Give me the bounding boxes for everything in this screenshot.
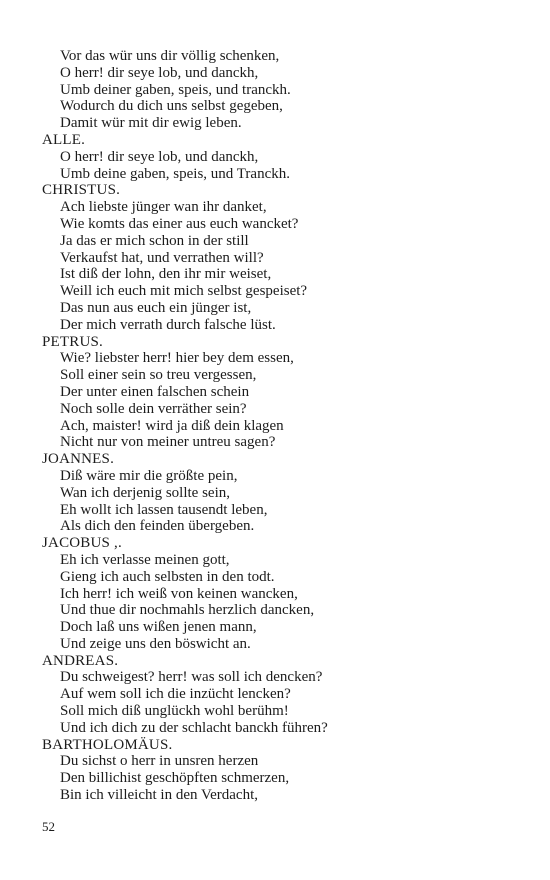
verse-line: Nicht nur von meiner untreu sagen? (60, 434, 276, 451)
verse-line: Diß wäre mir die größte pein, (60, 467, 238, 484)
verse-line: Ach liebste jünger wan ihr danket, (60, 199, 267, 216)
speaker-name: PETRUS. (42, 333, 103, 350)
verse-line: Den billichist geschöpften schmerzen, (60, 770, 290, 787)
verse-line: Und ich dich zu der schlacht banckh führen? (60, 719, 328, 736)
verse-line: Gieng ich auch selbsten in den todt. (60, 568, 275, 585)
verse-line: Und thue dir nochmahls herzlich dancken, (60, 602, 315, 619)
speaker-name: ANDREAS. (42, 652, 119, 669)
verse-line: Als dich den feinden übergeben. (60, 518, 255, 535)
verse-line: Umb deine gaben, speis, und Tranckh. (60, 165, 290, 182)
verse-line: Eh ich verlasse meinen gott, (60, 551, 230, 568)
verse-line: Soll einer sein so treu vergessen, (60, 367, 257, 384)
verse-line: Wie? liebster herr! hier bey dem essen, (60, 350, 294, 367)
verse-line: Noch solle dein verräther sein? (60, 400, 247, 417)
verse-line: Wan ich derjenig sollte sein, (60, 484, 230, 501)
verse-line: Wodurch du dich uns selbst gegeben, (60, 98, 283, 115)
verse-line: Ja das er mich schon in der still (60, 232, 249, 249)
verse-line: Soll mich diß unglückh wohl berühm! (60, 703, 289, 720)
verse-line: Vor das wür uns dir völlig schenken, (60, 48, 280, 64)
speaker-name: ALLE. (42, 131, 86, 148)
verse-line: Bin ich villeicht in den Verdacht, (60, 787, 259, 804)
verse-line: Ist diß der lohn, den ihr mir weiset, (60, 266, 272, 283)
play-text (42, 48, 522, 804)
verse-line: Der mich verrath durch falsche lüst. (60, 316, 276, 333)
speaker-name: BARTHOLOMÄUS. (42, 736, 173, 753)
verse-line: Eh wollt ich lassen tausendt leben, (60, 501, 268, 518)
verse-line: O herr! dir seye lob, und danckh, (60, 148, 259, 165)
verse-line: Doch laß uns wißen jenen mann, (60, 619, 257, 636)
verse-line: Damit wür mit dir ewig leben. (60, 115, 242, 132)
verse-line: Umb deiner gaben, speis, und tranckh. (60, 81, 291, 98)
verse-line: Weill ich euch mit mich selbst gespeiset? (60, 283, 308, 300)
verse-line: O herr! dir seye lob, und danckh, (60, 64, 259, 81)
verse-line: Ich herr! ich weiß von keinen wancken, (60, 585, 298, 602)
verse-line: Verkaufst hat, und verrathen will? (60, 249, 264, 266)
speaker-name: JOANNES. (42, 451, 115, 468)
speaker-name: JACOBUS ,. (42, 535, 122, 552)
verse-line: Das nun aus euch ein jünger ist, (60, 299, 252, 316)
verse-line: Wie komts das einer aus euch wancket? (60, 215, 299, 232)
speaker-name: CHRISTUS. (42, 182, 121, 199)
verse-line: Du schweigest? herr! was soll ich dencken? (60, 669, 323, 686)
verse-line: Ach, maister! wird ja diß dein klagen (60, 417, 284, 434)
page-number: 52 (42, 819, 55, 834)
verse-line: Auf wem soll ich die inzücht lencken? (60, 686, 291, 703)
verse-line: Du sichst o herr in unsren herzen (60, 753, 259, 770)
verse-line: Der unter einen falschen schein (60, 383, 250, 400)
verse-line: Und zeige uns den böswicht an. (60, 635, 251, 652)
